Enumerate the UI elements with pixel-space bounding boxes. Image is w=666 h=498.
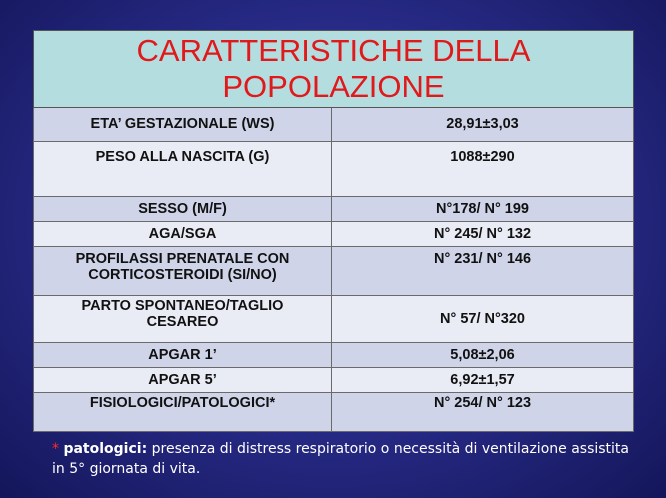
row-label: FISIOLOGICI/PATOLOGICI* — [34, 393, 332, 432]
slide-title-line-2: POPOLAZIONE — [222, 69, 445, 104]
row-label: PESO ALLA NASCITA (G) — [34, 142, 332, 197]
row-label-line-2: CESAREO — [146, 314, 219, 331]
row-value: N° 254/ N° 123 — [332, 393, 634, 432]
table-row — [34, 197, 634, 222]
row-label: SESSO (M/F) — [34, 197, 332, 222]
table-row — [34, 368, 634, 393]
row-label — [34, 247, 332, 296]
row-label: AGA/SGA — [34, 222, 332, 247]
row-label — [34, 296, 332, 343]
row-value: N° 57/ N°320 — [332, 296, 634, 343]
footnote-asterisk: * — [52, 441, 59, 457]
row-label-line-1: PROFILASSI PRENATALE CON — [75, 251, 290, 267]
slide-title-line-1: CARATTERISTICHE DELLA — [136, 33, 531, 68]
table-title-cell — [34, 31, 634, 108]
row-label-line-2: CORTICOSTEROIDI (SI/NO) — [88, 267, 277, 284]
table-row — [34, 108, 634, 142]
footnote-text: presenza di distress respiratorio o necessità di ventilazione assistita in 5° giornata di vita. — [52, 441, 629, 477]
row-value: 5,08±2,06 — [332, 343, 634, 368]
population-characteristics-table — [33, 30, 634, 432]
row-value: 28,91±3,03 — [332, 108, 634, 142]
row-value: N° 245/ N° 132 — [332, 222, 634, 247]
row-value: N° 231/ N° 146 — [332, 247, 634, 296]
row-value: 6,92±1,57 — [332, 368, 634, 393]
table-row — [34, 222, 634, 247]
table-row — [34, 247, 634, 296]
row-label: ETA’ GESTAZIONALE (WS) — [34, 108, 332, 142]
table-row — [34, 393, 634, 432]
row-label: APGAR 1’ — [34, 343, 332, 368]
row-value: N°178/ N° 199 — [332, 197, 634, 222]
row-value: 1088±290 — [332, 142, 634, 197]
table-row — [34, 343, 634, 368]
footnote — [52, 439, 632, 479]
footnote-term: patologici: — [63, 441, 148, 457]
row-label: APGAR 5’ — [34, 368, 332, 393]
table-row — [34, 142, 634, 197]
table-row — [34, 296, 634, 343]
row-label-line-1: PARTO SPONTANEO/TAGLIO — [81, 298, 284, 314]
